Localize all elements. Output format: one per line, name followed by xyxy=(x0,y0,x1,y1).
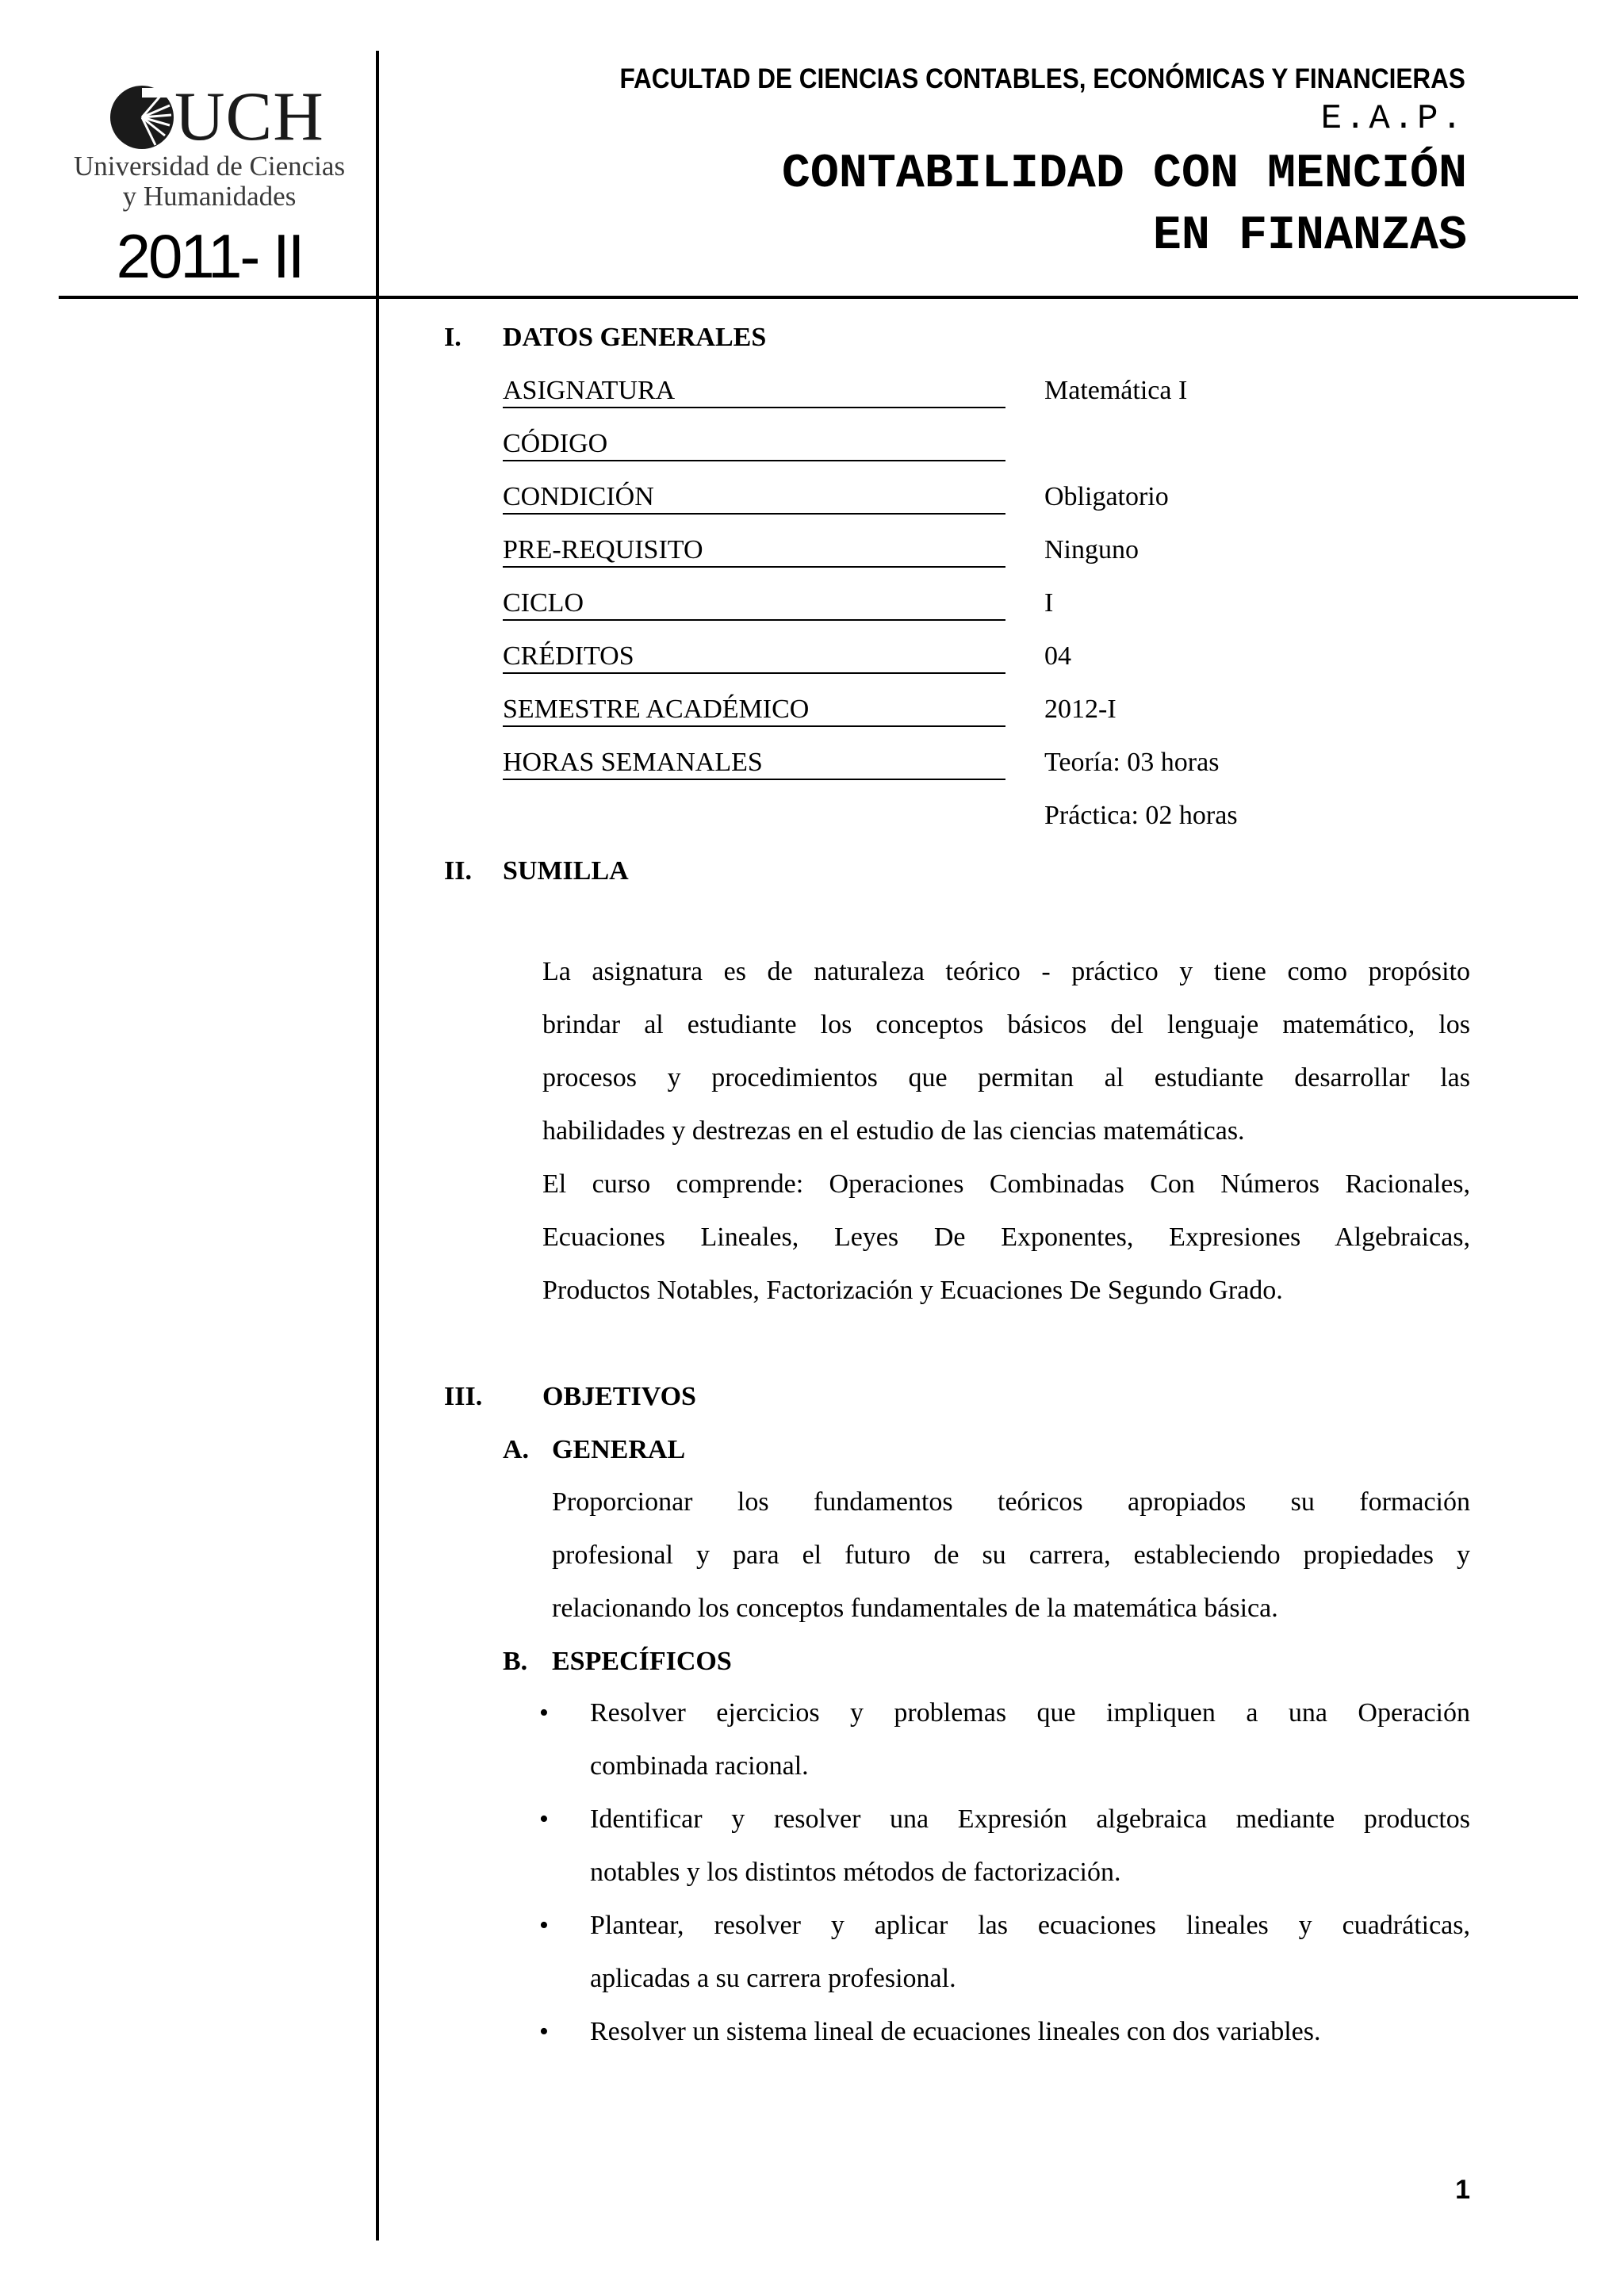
field-label: CONDICIÓN xyxy=(503,480,1005,515)
general-objective-line: profesional y para el futuro de su carrera, estableciendo propiedades y xyxy=(552,1540,1470,1570)
field-value-extra: Práctica: 02 horas xyxy=(1044,801,1238,830)
sumilla-line: habilidades y destrezas en el estudio de las ciencias matemáticas. xyxy=(542,1116,1245,1146)
field-label: SEMESTRE ACADÉMICO xyxy=(503,692,1005,727)
field-value: 04 xyxy=(1044,641,1071,671)
general-objective-line: Proporcionar los fundamentos teóricos apropiados su formación xyxy=(552,1487,1470,1517)
section-title: SUMILLA xyxy=(503,856,629,886)
university-logo xyxy=(106,78,324,155)
section-number: I. xyxy=(444,323,462,352)
header-rule xyxy=(59,296,1578,299)
uch-emblem-icon xyxy=(106,82,178,153)
specific-objective-line: Resolver ejercicios y problemas que impliquen a una Operación xyxy=(590,1698,1470,1728)
specific-objective-line: notables y los distintos métodos de factorización. xyxy=(590,1858,1121,1887)
section-number: II. xyxy=(444,856,472,886)
bullet-icon: • xyxy=(539,1698,549,1728)
subsection-letter: B. xyxy=(503,1647,528,1676)
subsection-letter: A. xyxy=(503,1435,530,1464)
page-number: 1 xyxy=(1455,2175,1470,2205)
field-label: CICLO xyxy=(503,586,1005,621)
career-title-line2: EN FINANZAS xyxy=(1152,209,1467,263)
logo-text: UCH xyxy=(174,78,324,155)
field-value: Teoría: 03 horas xyxy=(1044,748,1220,777)
field-value: 2012-I xyxy=(1044,695,1116,724)
field-value: Ninguno xyxy=(1044,535,1139,564)
specific-objective-line: Identificar y resolver una Expresión algebraica mediante productos xyxy=(590,1804,1470,1834)
faculty-title: FACULTAD DE CIENCIAS CONTABLES, ECONÓMICAS Y FINANCIERAS xyxy=(619,63,1465,94)
field-label: ASIGNATURA xyxy=(503,373,1005,408)
university-name-line1: Universidad de Ciencias xyxy=(73,151,346,182)
specific-objective-line: aplicadas a su carrera profesional. xyxy=(590,1964,956,1993)
field-label: CÓDIGO xyxy=(503,427,1005,461)
field-label: CRÉDITOS xyxy=(503,639,1005,674)
section-number: III. xyxy=(444,1382,483,1411)
sumilla-line: El curso comprende: Operaciones Combinadas Con Números Racionales, xyxy=(542,1169,1470,1199)
subsection-title: GENERAL xyxy=(552,1435,686,1464)
vertical-rule xyxy=(376,51,379,2241)
career-title-line1: CONTABILIDAD CON MENCIÓN xyxy=(781,147,1467,201)
bullet-icon: • xyxy=(539,1804,549,1834)
field-label: PRE-REQUISITO xyxy=(503,533,1005,568)
section-title: DATOS GENERALES xyxy=(503,323,767,352)
sumilla-line: procesos y procedimientos que permitan al estudiante desarrollar las xyxy=(542,1063,1470,1093)
section-title: OBJETIVOS xyxy=(542,1382,696,1411)
university-name-line2: y Humanidades xyxy=(122,181,297,212)
specific-objective-line: Resolver un sistema lineal de ecuaciones lineales con dos variables. xyxy=(590,2017,1321,2046)
specific-objective-line: combinada racional. xyxy=(590,1751,809,1781)
general-objective-line: relacionando los conceptos fundamentales de la matemática básica. xyxy=(552,1594,1278,1623)
subsection-title: ESPECÍFICOS xyxy=(552,1647,732,1676)
semester-year: 2011- II xyxy=(116,221,303,291)
sumilla-line: La asignatura es de naturaleza teórico - práctico y tiene como propósito xyxy=(542,957,1470,986)
sumilla-line: Ecuaciones Lineales, Leyes De Exponentes, Expresiones Algebraicas, xyxy=(542,1223,1470,1252)
eap-label: E.A.P. xyxy=(1320,99,1465,139)
field-label: HORAS SEMANALES xyxy=(503,745,1005,780)
field-value: Obligatorio xyxy=(1044,482,1169,511)
field-value: Matemática I xyxy=(1044,376,1188,405)
sumilla-line: Productos Notables, Factorización y Ecuaciones De Segundo Grado. xyxy=(542,1276,1283,1305)
bullet-icon: • xyxy=(539,1911,549,1940)
sumilla-line: brindar al estudiante los conceptos básicos del lenguaje matemático, los xyxy=(542,1010,1470,1039)
specific-objective-line: Plantear, resolver y aplicar las ecuaciones lineales y cuadráticas, xyxy=(590,1911,1470,1940)
bullet-icon: • xyxy=(539,2017,549,2046)
field-value: I xyxy=(1044,588,1054,618)
